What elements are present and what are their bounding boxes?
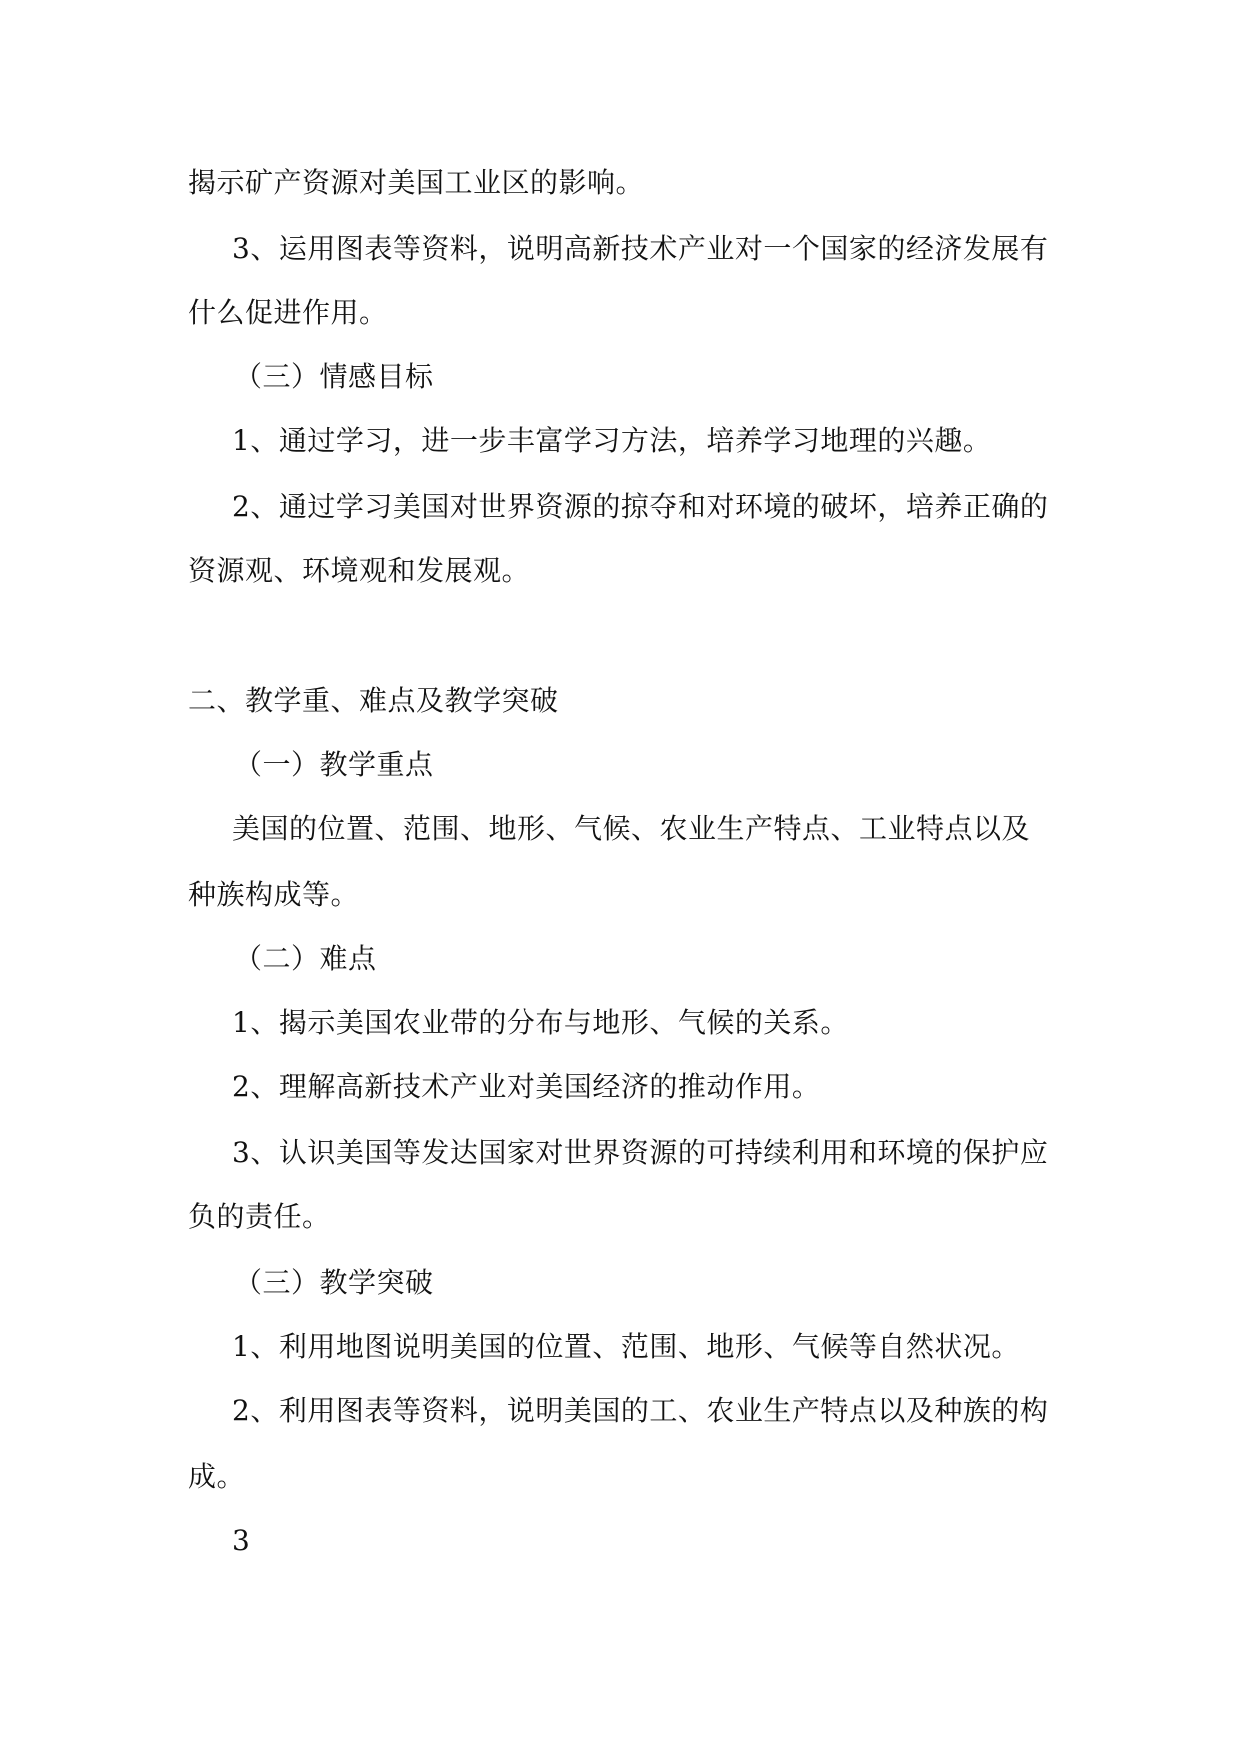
list-item-line: 3、运用图表等资料，说明高新技术产业对一个国家的经济发展有 <box>232 232 1049 265</box>
subsection-heading: （三）教学突破 <box>234 1266 434 1299</box>
subsection-heading: （三）情感目标 <box>234 360 434 393</box>
subsection-heading: （一）教学重点 <box>234 748 434 781</box>
paragraph-line: 负的责任。 <box>188 1200 331 1233</box>
list-item-line: 3 <box>232 1524 251 1557</box>
paragraph-line: 资源观、环境观和发展观。 <box>188 554 531 587</box>
list-item-line: 2、利用图表等资料，说明美国的工、农业生产特点以及种族的构 <box>232 1394 1049 1427</box>
paragraph-line: 揭示矿产资源对美国工业区的影响。 <box>188 166 645 199</box>
section-heading: 二、教学重、难点及教学突破 <box>188 684 559 717</box>
list-item-line: 1、揭示美国农业带的分布与地形、气候的关系。 <box>232 1006 849 1039</box>
list-item-line: 2、理解高新技术产业对美国经济的推动作用。 <box>232 1070 821 1103</box>
paragraph-line: 什么促进作用。 <box>188 296 388 329</box>
subsection-heading: （二）难点 <box>234 942 377 975</box>
paragraph-line: 美国的位置、范围、地形、气候、农业生产特点、工业特点以及 <box>232 812 1031 845</box>
list-item-line: 1、通过学习，进一步丰富学习方法，培养学习地理的兴趣。 <box>232 424 992 457</box>
list-item-line: 2、通过学习美国对世界资源的掠夺和对环境的破坏，培养正确的 <box>232 490 1049 523</box>
paragraph-line: 种族构成等。 <box>188 878 360 911</box>
list-item-line: 1、利用地图说明美国的位置、范围、地形、气候等自然状况。 <box>232 1330 1020 1363</box>
list-item-line: 3、认识美国等发达国家对世界资源的可持续利用和环境的保护应 <box>232 1136 1049 1169</box>
paragraph-line: 成。 <box>188 1460 246 1493</box>
